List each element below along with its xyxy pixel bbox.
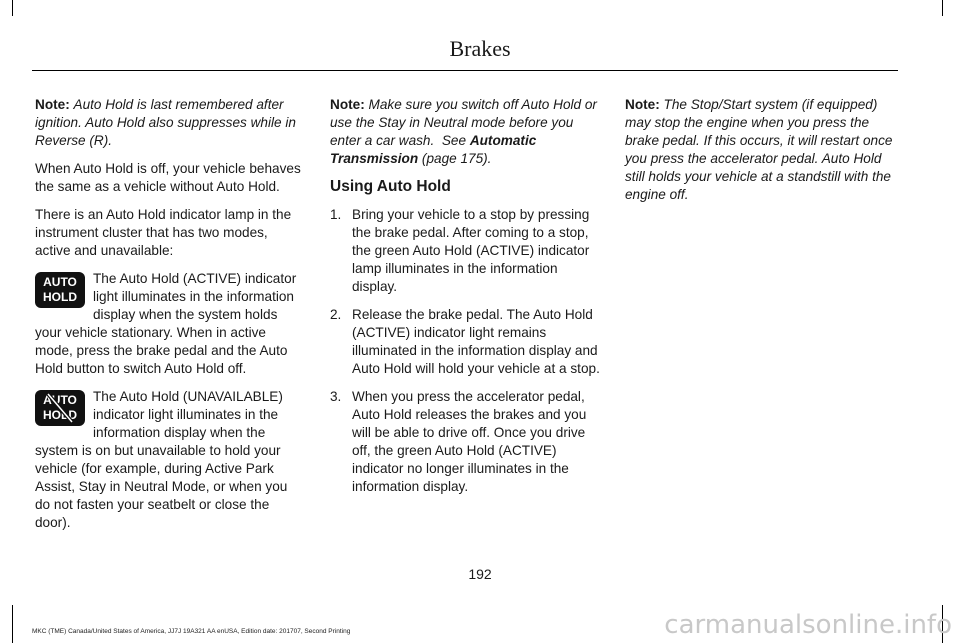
edition-footer: MKC (TME) Canada/United States of America, JJ7J 19A321 AA enUSA, Edition date: 201707, Second Printing bbox=[32, 628, 351, 635]
indicator-unavailable bbox=[35, 388, 305, 532]
page-number: 192 bbox=[468, 566, 492, 582]
note-label: Note: bbox=[35, 97, 70, 112]
watermark: carmanualsonline.info bbox=[664, 610, 952, 640]
indicator-active-text: The Auto Hold (ACTIVE) indicator light illuminates in the information display when the system holds your vehicle stationary. When in active mode, press the brake pedal and the Auto Hold button to switch Auto Hold off. bbox=[35, 271, 297, 376]
indicator-unavailable-text: The Auto Hold (UNAVAILABLE) indicator light illuminates in the information display when the system is on but unavailable to hold your vehicle (for example, during Active Park Assist, Stay in Neutral Mode, or when you do not fasten your seatbelt or close the door). bbox=[35, 389, 288, 530]
steps-list bbox=[330, 206, 600, 496]
note-label: Note: bbox=[625, 97, 660, 112]
crop-mark bbox=[942, 0, 943, 16]
column-3 bbox=[625, 96, 895, 214]
auto-hold-active-icon: AUTO HOLD bbox=[35, 272, 85, 308]
note-stop-start bbox=[625, 96, 895, 204]
note-text: Make sure you switch off Auto Hold or use the Stay in Neutral mode before you enter a car wash. bbox=[330, 97, 597, 148]
list-item: 3. When you press the accelerator pedal, Auto Hold releases the brakes and you will be able to drive off. Once you drive off, the green Auto Hold (ACTIVE) indicator no longer illuminates in the information display. bbox=[330, 389, 587, 494]
crop-mark bbox=[12, 0, 13, 16]
indicator-active bbox=[35, 270, 305, 378]
column-2 bbox=[330, 96, 600, 506]
paragraph: When Auto Hold is off, your vehicle behaves the same as a vehicle without Auto Hold. bbox=[35, 161, 301, 194]
auto-hold-unavailable-icon: AUTO HOLD bbox=[35, 390, 85, 426]
header-divider bbox=[32, 70, 898, 71]
column-1 bbox=[35, 96, 305, 542]
note-text: Auto Hold is last remembered after ignition. Auto Hold also suppresses while in Reverse (R). bbox=[35, 97, 296, 148]
note-auto-hold-memory bbox=[35, 96, 305, 150]
note-car-wash: Note: Make sure you switch off Auto Hold or use the Stay in Neutral mode before you enter a car wash. See Automatic Transmission (page 175). bbox=[330, 97, 597, 166]
note-label: Note: bbox=[330, 97, 365, 112]
cross-reference-link[interactable]: Automatic Transmission bbox=[330, 133, 537, 166]
paragraph: There is an Auto Hold indicator lamp in the instrument cluster that has two modes, active and unavailable: bbox=[35, 207, 292, 258]
section-heading: Using Auto Hold bbox=[330, 178, 451, 195]
crop-mark bbox=[12, 605, 13, 643]
page-title: Brakes bbox=[449, 36, 511, 61]
note-text: The Stop/Start system (if equipped) may stop the engine when you press the brake pedal. If this occurs, it will restart once you press the accelerator pedal. Auto Hold still holds your vehicle at a standstill with the engine off. bbox=[625, 97, 893, 202]
list-item: 2. Release the brake pedal. The Auto Hold (ACTIVE) indicator light remains illuminated in the information display and Auto Hold will hold your vehicle at a stop. bbox=[330, 307, 600, 376]
list-item: 1. Bring your vehicle to a stop by pressing the brake pedal. After coming to a stop, the green Auto Hold (ACTIVE) indicator lamp illuminates in the information display. bbox=[330, 207, 590, 294]
